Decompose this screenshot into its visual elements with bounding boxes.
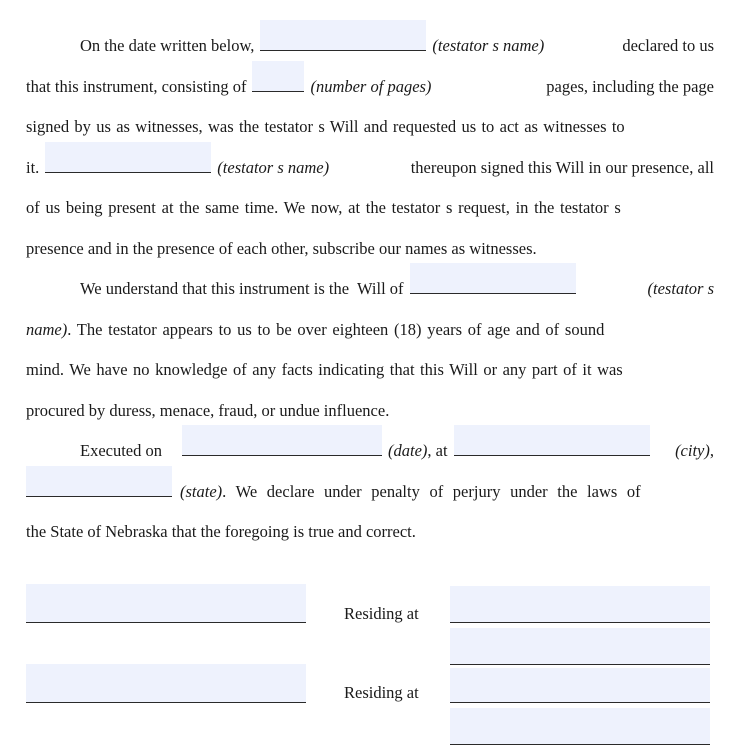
p1-l5-text: of us being present at the same time. We now, at the testator s request, in the testator s	[26, 198, 621, 217]
p1-l2-text-a: that this instrument, consisting of	[26, 76, 247, 96]
p2-line1	[26, 269, 714, 310]
p3-l1-comma: ,	[709, 441, 714, 460]
p3-line1	[26, 431, 714, 472]
p2-l2-text: . The testator appears to us to be over eighteen (18) years of age and of sound	[67, 319, 605, 339]
p2-line3	[26, 350, 714, 391]
p1-l2-hint: (number of pages)	[310, 76, 432, 96]
witness-2-residence-line-1[interactable]	[450, 702, 710, 703]
residing-at-label-1: Residing at	[344, 604, 419, 623]
p2-l3-text: mind. We have no knowledge of any facts indicating that this Will or any part of it was	[26, 360, 623, 379]
p1-l6-text: presence and in the presence of each other, subscribe our names as witnesses.	[26, 238, 537, 258]
witness-2-residence-shade-b	[450, 708, 710, 744]
p1-line5	[26, 188, 714, 229]
p1-l2-text-c: pages, including the page	[546, 76, 714, 96]
p1-line3	[26, 107, 714, 148]
witness-2-signature-shade	[26, 664, 306, 702]
p1-l3-text: signed by us as witnesses, was the testator s Will and requested us to act as witnesses to	[26, 117, 625, 136]
p3-line3	[26, 512, 714, 553]
p2-l4-text: procured by duress, menace, fraud, or undue influence.	[26, 400, 390, 420]
p1-l1-text-a: On the date written below,	[80, 36, 255, 55]
witness-1-residence-line-1[interactable]	[450, 622, 710, 623]
p2-l2-hint: name)	[26, 319, 68, 339]
p1-line2	[26, 67, 714, 108]
p3-l1-text-a: Executed on	[80, 441, 163, 460]
p3-l2-text: . We declare under penalty of perjury under the laws of	[222, 481, 641, 501]
p1-line6	[26, 229, 714, 270]
witness-2-residence-line-2[interactable]	[450, 744, 710, 745]
state-field[interactable]	[26, 478, 172, 497]
p1-l1-text-c: declared to us	[622, 36, 714, 55]
p1-l1-hint: (testator s name)	[432, 36, 545, 55]
witness-1-residence-line-2[interactable]	[450, 664, 710, 665]
date-field[interactable]	[182, 437, 382, 456]
witness-1-residence-shade-a	[450, 586, 710, 622]
testator-name-field-1[interactable]	[260, 32, 426, 51]
number-of-pages-field[interactable]	[252, 73, 304, 92]
p1-line4	[26, 148, 714, 189]
city-field[interactable]	[454, 437, 650, 456]
witness-2-residence-shade-a	[450, 668, 710, 702]
p1-line1	[26, 26, 714, 67]
p1-l4-text-c: thereupon signed this Will in our presence, all	[410, 157, 714, 177]
p3-l3-text: the State of Nebraska that the foregoing is true and correct.	[26, 522, 416, 541]
p3-l1-date-hint: (date)	[388, 441, 428, 460]
witness-2-signature-line[interactable]	[26, 702, 306, 703]
p3-line2	[26, 472, 714, 513]
testator-name-field-3[interactable]	[410, 275, 576, 294]
p2-line2	[26, 310, 714, 351]
p2-line4	[26, 391, 714, 432]
p1-l4-hint: (testator s name)	[217, 157, 330, 177]
witness-1-signature-line[interactable]	[26, 622, 306, 623]
testator-name-field-2[interactable]	[45, 154, 211, 173]
will-witness-attestation	[26, 26, 714, 553]
p3-l1-at: , at	[427, 441, 448, 460]
residing-at-label-2: Residing at	[344, 683, 419, 702]
witness-1-signature-shade	[26, 584, 306, 622]
p3-l2-hint: (state)	[180, 481, 223, 501]
p3-l1-city-hint: (city)	[675, 441, 710, 460]
witness-1-residence-shade-b	[450, 628, 710, 664]
p2-l1-hint: (testator s	[647, 279, 714, 298]
p2-l1-text-a: We understand that this instrument is the Will of	[80, 279, 404, 298]
p1-l4-text-a: it.	[26, 157, 40, 177]
